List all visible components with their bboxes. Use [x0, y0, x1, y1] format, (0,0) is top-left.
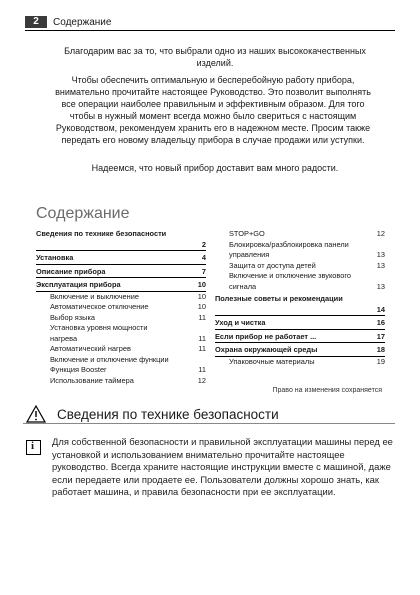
safety-text: Для собственной безопасности и правильной эксплуатации машины перед ее установкой и использованием внимательно прочитайте настоящее руководство. Всегда храните настоящие инструкции вместе с машиной, даже если передаете или продаете ее. Пользователи должны хорошо знать, как работает машина, и правила безопасности при ее эксплуатации. [52, 436, 393, 498]
toc-label: Эксплуатация прибора [36, 280, 121, 289]
toc-page: 10 [197, 291, 206, 301]
rights-note: Право на изменения сохраняется [272, 387, 382, 394]
toc-label: Защита от доступа детей [229, 260, 316, 270]
toc-page: 13 [376, 260, 385, 270]
toc-sub-entry[interactable] [36, 323, 206, 344]
toc-entry-installation[interactable] [36, 253, 206, 265]
toc-label-cont: Функция Booster [50, 365, 107, 374]
toc-label: Использование таймера [50, 375, 134, 385]
toc-page: 14 [376, 304, 385, 314]
toc-label: Установка уровня мощности [50, 323, 148, 332]
toc-sub-entry[interactable] [215, 229, 385, 240]
intro-wish: Надеемся, что новый прибор доставит вам много радости. [91, 163, 339, 173]
toc-sub-entry[interactable] [36, 313, 206, 324]
toc-right-column [215, 229, 385, 367]
toc-page: 13 [376, 281, 385, 291]
toc-label: Описание прибора [36, 266, 106, 276]
toc-sub-entry[interactable] [36, 292, 206, 303]
toc-label: Уход и чистка [215, 318, 266, 327]
toc-page: 12 [197, 375, 206, 385]
toc-label: Автоматический нагрев [50, 344, 131, 353]
toc-label: Установка [36, 253, 74, 262]
toc-sub-entry[interactable] [215, 271, 385, 292]
toc-label: Охрана окружающей среды [215, 345, 318, 354]
toc-page: 11 [198, 365, 206, 374]
toc-label: Включение и выключение [50, 291, 139, 301]
toc-label: Сведения по технике безопасности [36, 229, 167, 238]
toc-label: Выбор языка [50, 312, 95, 322]
toc-sub-entry[interactable] [36, 344, 206, 355]
toc-label: Если прибор не работает ... [215, 331, 317, 341]
toc-page: 13 [376, 250, 385, 259]
intro-greeting: Благодарим вас за то, что выбрали одно из наших высококачественных изделий. [64, 46, 366, 68]
toc-page: 12 [376, 229, 385, 238]
toc-sub-entry[interactable] [36, 376, 206, 387]
toc-label: Полезные советы и рекомендации [215, 294, 343, 303]
toc-entry-environment[interactable] [215, 345, 385, 357]
toc-label: STOP+GO [229, 229, 265, 238]
toc-label-cont: нагрева [50, 333, 78, 343]
toc-page: 18 [376, 345, 385, 354]
toc-page: 10 [197, 302, 206, 311]
page-header [25, 14, 111, 30]
toc-page: 7 [201, 266, 206, 276]
toc-label-cont: управления [229, 250, 270, 259]
toc-sub-entry[interactable] [215, 261, 385, 272]
page-number: 2 [25, 16, 47, 28]
contents-title: Содержание [36, 205, 130, 222]
toc-entry-care[interactable] [215, 318, 385, 330]
header-title: Содержание [53, 16, 112, 28]
toc-label: Упаковочные материалы [229, 356, 315, 366]
toc-page: 11 [198, 312, 206, 322]
toc-page: 4 [201, 253, 206, 262]
toc-label: Включение и отключение звукового [229, 271, 352, 280]
toc-entry-operation[interactable] [36, 280, 206, 292]
info-icon: i [26, 440, 41, 455]
toc-entry-safety[interactable] [36, 229, 206, 251]
toc-page: 19 [376, 356, 385, 366]
toc-entry-tips[interactable] [215, 294, 385, 316]
toc-sub-entry[interactable] [215, 240, 385, 261]
toc-page: 2 [201, 239, 206, 249]
toc-left-column [36, 229, 206, 386]
toc-sub-entry[interactable] [36, 355, 206, 376]
toc-page: 10 [197, 280, 206, 289]
toc-page: 11 [198, 333, 206, 343]
toc-sub-entry[interactable] [36, 302, 206, 313]
toc-entry-troubleshooting[interactable] [215, 332, 385, 344]
safety-title: Сведения по технике безопасности [57, 407, 279, 422]
toc-entry-description[interactable] [36, 267, 206, 279]
toc-page: 11 [198, 344, 206, 353]
toc-sub-entry[interactable] [215, 357, 385, 368]
safety-rule [23, 423, 395, 424]
warning-icon [26, 405, 46, 423]
header-rule [25, 30, 395, 31]
intro-instructions: Чтобы обеспечить оптимальную и бесперебойную работу прибора, внимательно прочитайте настоящее Руководство. Это позволит выполнять все операции наиболее правильным и эффективным образом. Для того чтобы в нужный момент всегда можно было свериться с настоящим Руководством, рекомендуем хранить его в надежном месте. Просим также передать его новому владельцу прибора в случае продажи или уступки. [55, 75, 371, 145]
toc-page: 16 [376, 318, 385, 327]
toc-label-cont: сигнала [229, 281, 257, 291]
toc-label: Автоматическое отключение [50, 302, 149, 311]
toc-label: Включение и отключение функции [50, 354, 169, 364]
toc-label: Блокировка/разблокировка панели [229, 239, 349, 249]
toc-page: 17 [376, 331, 385, 341]
